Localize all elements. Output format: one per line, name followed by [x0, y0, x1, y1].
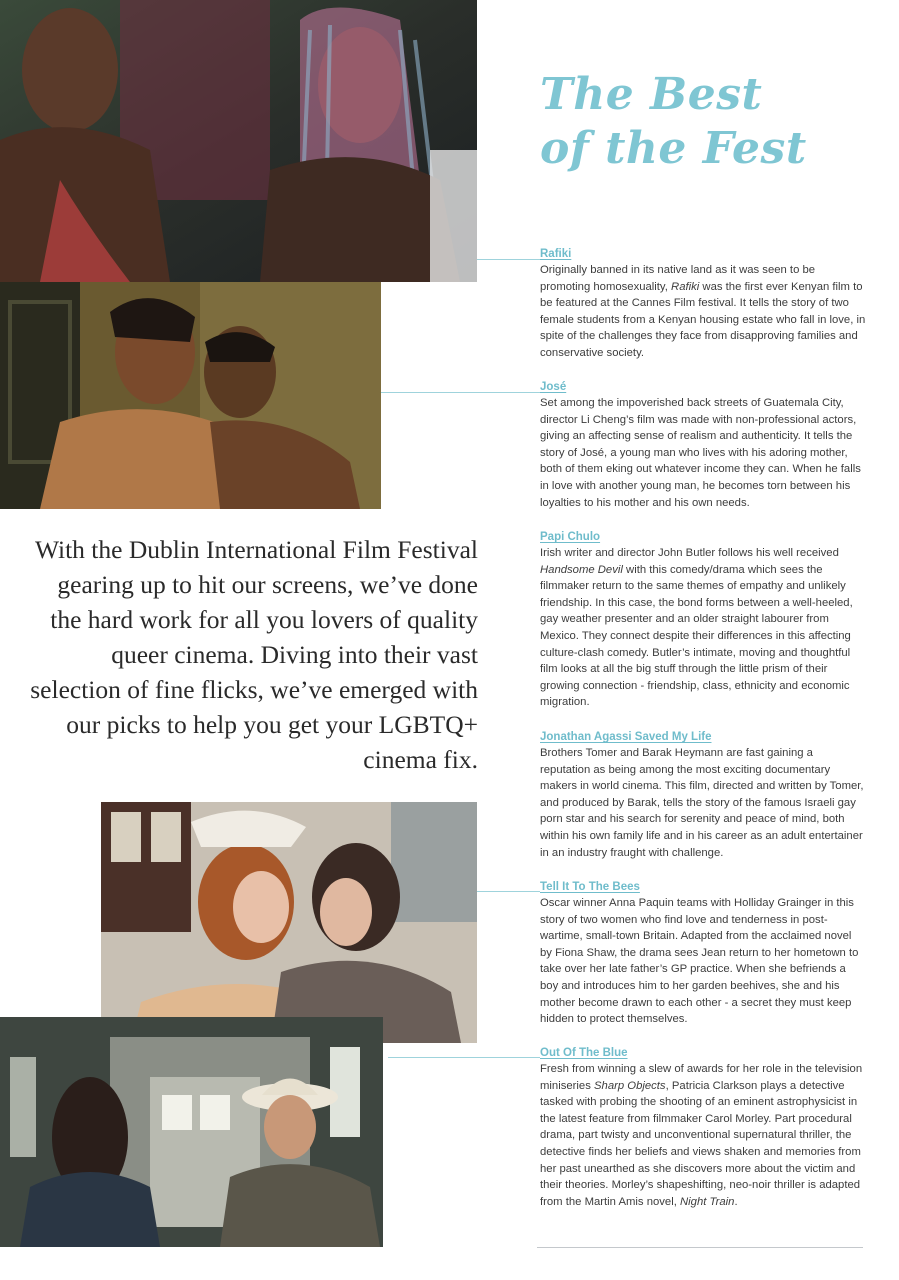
- review-body: [540, 895, 866, 1028]
- photo-rafiki-still: [0, 0, 477, 282]
- leader-line: [388, 1057, 540, 1058]
- photo-tell-it-to-the-bees-still: [101, 802, 477, 1043]
- bottom-divider: [537, 1247, 863, 1248]
- body-text: , Patricia Clarkson plays a detective tasked with probing the shooting of an eminent astrophysicist in the latest feature from filmmaker Carol Morley. Part procedural drama, part twisty and unconventional supernatural thriller, the detective finds her beliefs and views shaken and memories from her past unearthed as she discovers more about the victim and their theories. Morley’s shapeshifting, neo-noir thriller is adapted from the Martin Amis novel,: [540, 1079, 861, 1208]
- body-text: Irish writer and director John Butler follows his well received: [540, 547, 839, 559]
- body-text: with this comedy/drama which sees the filmmaker return to the same themes of empathy and unlikely friendship. In this case, the bond forms between a well-heeled, gay weather presenter and an older straight labourer from Mexico. They connect despite their differences in this affecting culture-clash comedy. Butler’s intimate, moving and thoughtful film looks at all the big stuff through the little prism of their growing connection - friendship, class, ethnicity and economic migration.: [540, 563, 853, 709]
- photo-out-of-the-blue-still: [0, 1017, 383, 1247]
- title-line-2: of the Fest: [540, 123, 807, 174]
- leader-line: [381, 392, 540, 393]
- photo-jose-still: [0, 282, 381, 509]
- body-text: was the first ever Kenyan film to be featured at the Cannes Film festival. It tells the story of two female students from a Kenyan housing estate who fall in love, in spite of the challenges they face from disapproving families and conservative society.: [540, 280, 866, 359]
- italic-title-text: Night Train: [680, 1195, 735, 1208]
- review-title[interactable]: Tell It To The Bees: [540, 881, 640, 893]
- review-title[interactable]: Rafiki: [540, 248, 572, 260]
- review-body: [540, 395, 866, 511]
- review-title[interactable]: Out Of The Blue: [540, 1047, 628, 1059]
- review-body: [540, 545, 866, 711]
- body-text: Fresh from winning a slew of awards for her role in the television miniseries: [540, 1063, 863, 1092]
- review-title[interactable]: Jonathan Agassi Saved My Life: [540, 731, 712, 743]
- body-text: .: [734, 1195, 738, 1208]
- italic-title-text: Sharp Objects: [594, 1079, 666, 1092]
- italic-title-text: Rafiki: [671, 280, 700, 293]
- review-jose: [540, 380, 866, 511]
- italic-title-text: Handsome Devil: [540, 563, 623, 576]
- body-text: Originally banned in its native land as it was seen to be promoting homosexuality,: [540, 264, 816, 293]
- review-title[interactable]: José: [540, 381, 567, 393]
- review-title[interactable]: Papi Chulo: [540, 531, 601, 543]
- page-title: [540, 68, 840, 176]
- review-out-of-the-blue: [540, 1046, 866, 1210]
- intro-paragraph: With the Dublin International Film Festival gearing up to hit our screens, we’ve done the hard work for all you lovers of quality queer cinema. Diving into their vast selection of fine flicks, we’ve emerged with our picks to help you get your LGBTQ+ cinema fix.: [30, 535, 478, 774]
- review-body: [540, 1061, 866, 1210]
- review-body: [540, 262, 866, 362]
- review-rafiki: [540, 247, 866, 362]
- leader-line: [477, 259, 540, 260]
- title-line-1: The Best: [540, 69, 763, 120]
- body-text: Oscar winner Anna Paquin teams with Holliday Grainger in this story of two women who find love and tenderness in post-wartime, small-town Britain. Adapted from the acclaimed novel by Fiona Shaw, the drama sees Jean return to her hometown to take over her late father’s GP practice. When she befriends a boy and introduces him to her garden beehives, she and his mother become drawn to each other - a secret they must keep hidden to protect themselves.: [540, 897, 859, 1026]
- review-papi-chulo: [540, 530, 866, 711]
- body-text: Set among the impoverished back streets of Guatemala City, director Li Cheng’s film was made with non-professional actors, giving an affecting sense of realism and authenticity. It tells the story of José, a young man who lives with his adoring mother, both of them eking out whatever income they can. When he falls in love with another young man, he becomes torn between his loyalties to his mother and his own needs.: [540, 397, 861, 509]
- review-body: [540, 745, 866, 861]
- leader-line: [477, 891, 540, 892]
- review-tell-it-to-the-bees: [540, 880, 866, 1028]
- review-jonathan-agassi: [540, 730, 866, 861]
- body-text: Brothers Tomer and Barak Heymann are fast gaining a reputation as being among the most exciting documentary makers in world cinema. This film, directed and written by Tomer, and produced by Barak, tells the story of the famous Israeli gay porn star and his search for serenity and peace of mind, both within his own family life and in his career as an adult entertainer in an industry fraught with challenge.: [540, 747, 864, 859]
